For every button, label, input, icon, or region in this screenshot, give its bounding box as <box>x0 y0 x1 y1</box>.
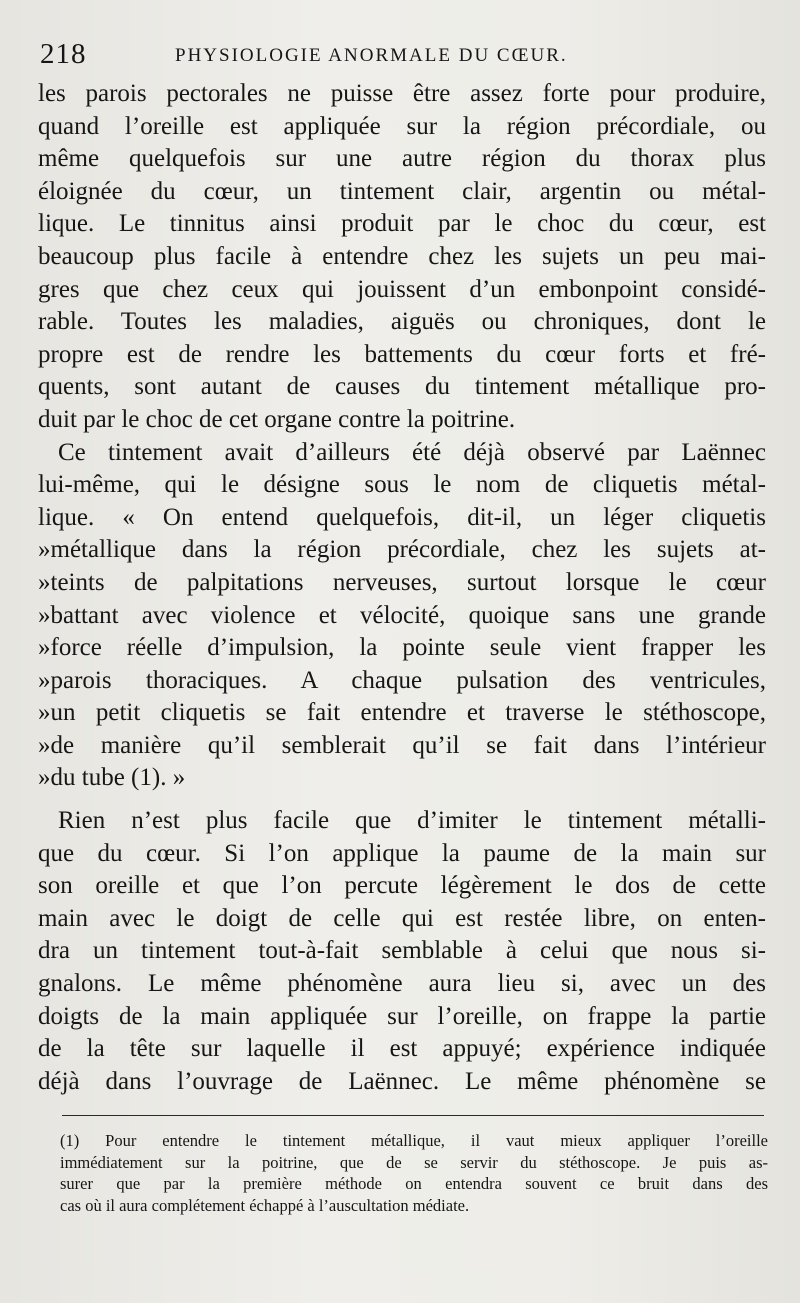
text-line: »de manière qu’il semblerait qu’il se fait dans l’intérieur <box>38 731 766 759</box>
page-number: 218 <box>40 38 87 70</box>
text-line: déjà dans l’ouvrage de Laënnec. Le même phénomène se <box>38 1067 766 1095</box>
text-line: éloignée du cœur, un tintement clair, argentin ou métal- <box>38 177 766 205</box>
text-line: »du tube (1). » <box>38 764 186 792</box>
paragraph-2 <box>38 437 766 796</box>
paragraph-1 <box>38 78 766 437</box>
footnote <box>60 1130 768 1216</box>
text-line: que du cœur. Si l’on applique la paume de la main sur <box>38 839 766 867</box>
text-line: lique. Le tinnitus ainsi produit par le choc du cœur, est <box>38 210 766 238</box>
text-line: »métallique dans la région précordiale, chez les sujets at- <box>38 536 766 564</box>
text-line: doigts de la main appliquée sur l’oreille, on frappe la partie <box>38 1002 766 1030</box>
paragraph-3 <box>38 805 766 1098</box>
text-line: les parois pectorales ne puisse être assez forte pour produire, <box>38 80 766 107</box>
footnote-line: immédiatement sur la poitrine, que de se servir du stéthoscope. Je puis as- <box>60 1152 768 1172</box>
footnote-rule <box>62 1115 764 1116</box>
footnote-line: (1) Pour entendre le tintement métallique, il vaut mieux appliquer l’oreille <box>60 1131 768 1150</box>
text-line: »parois thoraciques. A chaque pulsation des ventricules, <box>38 666 766 694</box>
footnote-line: cas où il aura complétement échappé à l’auscultation médiate. <box>60 1195 470 1215</box>
text-line: duit par le choc de cet organe contre la poitrine. <box>38 405 516 433</box>
text-line: beaucoup plus facile à entendre chez les sujets un peu mai- <box>38 242 766 270</box>
text-line: gnalons. Le même phénomène aura lieu si, avec un des <box>38 970 766 998</box>
text-line: Rien n’est plus facile que d’imiter le tintement métalli- <box>58 807 766 835</box>
text-line: »force réelle d’impulsion, la pointe seule vient frapper les <box>38 634 766 662</box>
text-line: quand l’oreille est appliquée sur la région précordiale, ou <box>38 112 766 140</box>
running-head: PHYSIOLOGIE ANORMALE DU CŒUR. <box>175 45 568 66</box>
text-line: Ce tintement avait d’ailleurs été déjà observé par Laënnec <box>58 438 766 466</box>
text-line: de la tête sur laquelle il est appuyé; expérience indiquée <box>38 1035 766 1063</box>
text-line: »battant avec violence et vélocité, quoique sans une grande <box>38 601 766 629</box>
text-line: propre est de rendre les battements du cœur forts et fré- <box>38 340 766 368</box>
text-line: gres que chez ceux qui jouissent d’un embonpoint considé- <box>38 275 766 303</box>
text-line: dra un tintement tout-à-fait semblable à celui que nous si- <box>38 937 766 965</box>
text-line: son oreille et que l’on percute légèrement le dos de cette <box>38 872 766 900</box>
text-line: rable. Toutes les maladies, aiguës ou chroniques, dont le <box>38 308 766 336</box>
text-line: quents, sont autant de causes du tintement métallique pro- <box>38 373 766 401</box>
text-line: même quelquefois sur une autre région du thorax plus <box>38 145 766 173</box>
main-text <box>38 78 766 1098</box>
text-line: lui-même, qui le désigne sous le nom de cliquetis métal- <box>38 471 766 499</box>
text-line: main avec le doigt de celle qui est restée libre, on enten- <box>38 904 766 932</box>
text-line: »un petit cliquetis se fait entendre et traverse le stéthoscope, <box>38 699 766 727</box>
footnote-line: surer que par la première méthode on entendra souvent ce bruit dans des <box>60 1174 768 1193</box>
text-line: lique. « On entend quelquefois, dit-il, un léger cliquetis <box>38 503 766 531</box>
page-header <box>40 38 740 74</box>
text-line: »teints de palpitations nerveuses, surtout lorsque le cœur <box>38 568 766 596</box>
